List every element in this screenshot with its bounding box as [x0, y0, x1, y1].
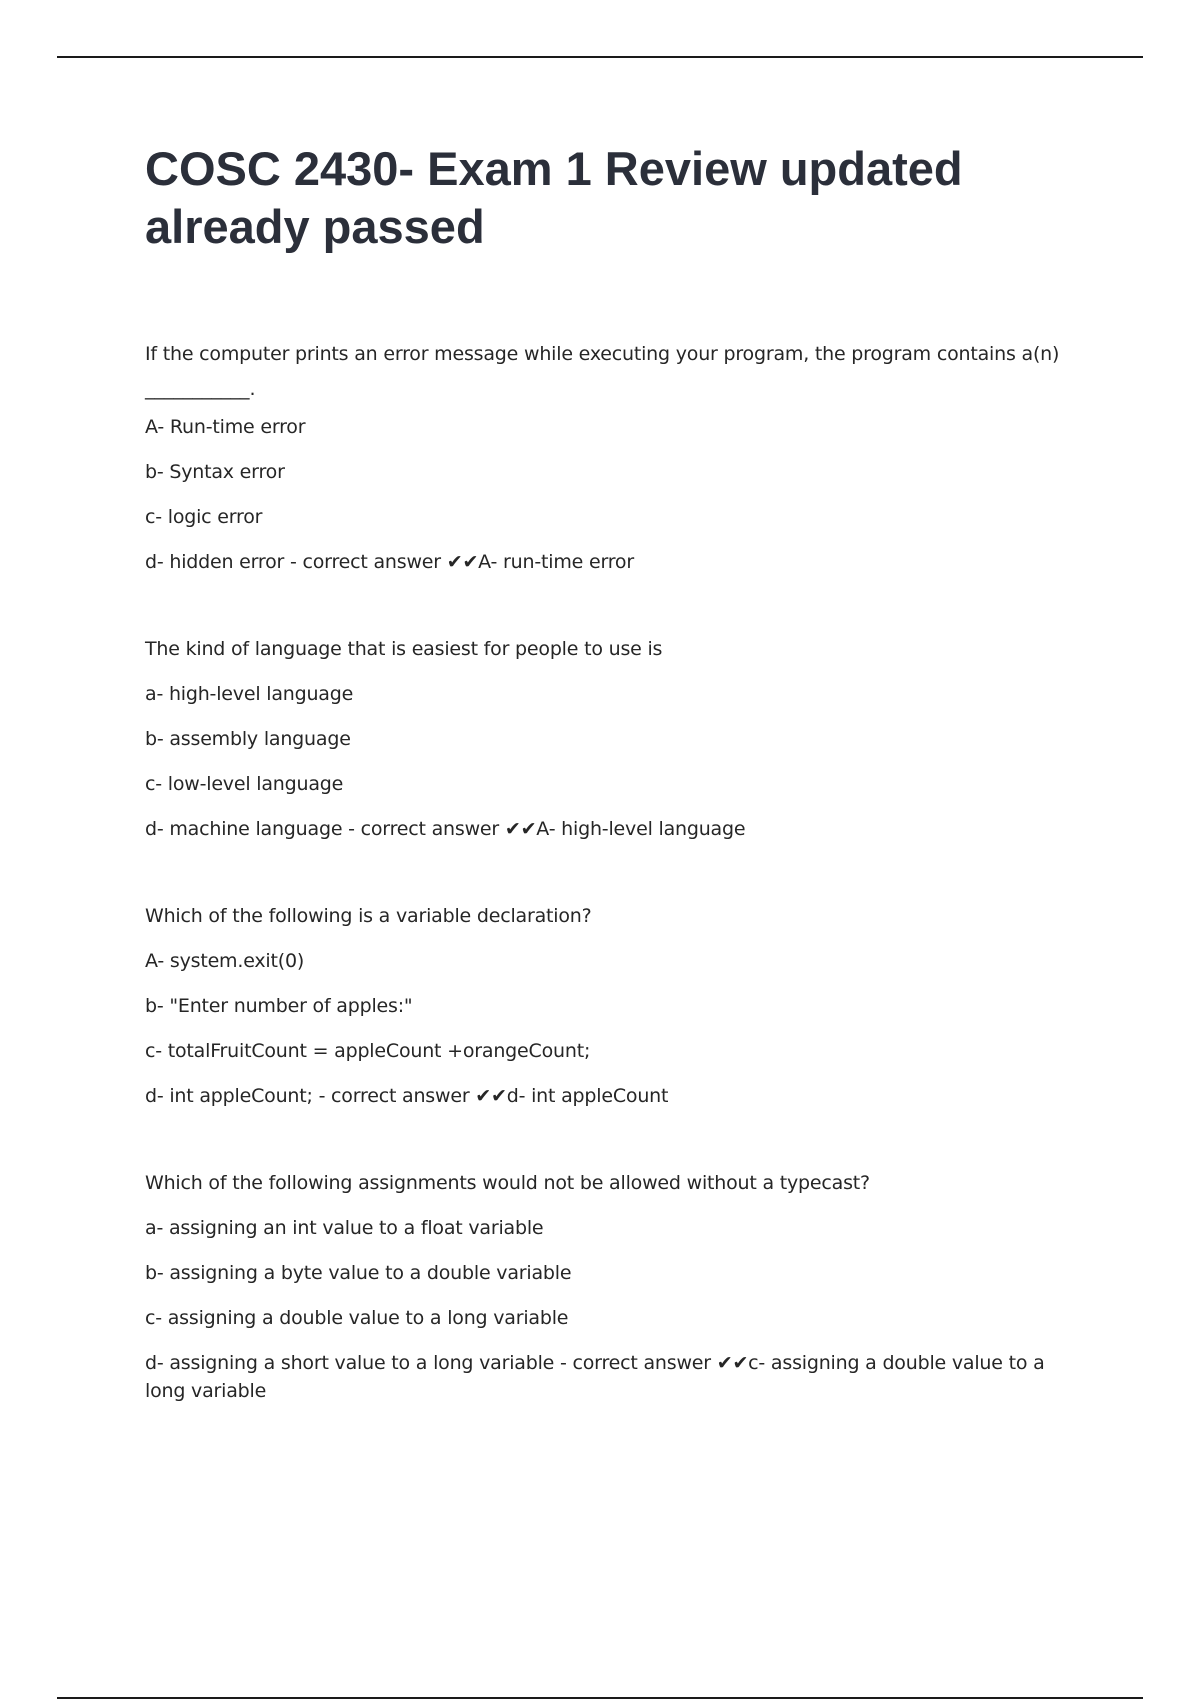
option-c: c- assigning a double value to a long variable [145, 1307, 569, 1329]
question-prompt: Which of the following is a variable declaration? [145, 905, 592, 927]
option-c: c- totalFruitCount = appleCount +orangeCount; [145, 1040, 591, 1062]
option-d-with-answer: d- assigning a short value to a long variable - correct answer ✔✔c- assigning a double value to a long variable [145, 1352, 1045, 1402]
option-c: c- low-level language [145, 773, 344, 795]
option-a: a- high-level language [145, 683, 354, 705]
option-d-with-answer: d- machine language - correct answer ✔✔A- high-level language [145, 818, 746, 840]
option-a: a- assigning an int value to a float variable [145, 1217, 544, 1239]
question-prompt: Which of the following assignments would not be allowed without a typecast? [145, 1172, 870, 1194]
question-4 [145, 1169, 1075, 1405]
question-list [145, 340, 1075, 1405]
option-c: c- logic error [145, 506, 263, 528]
question-1 [145, 340, 1075, 576]
option-a: A- Run-time error [145, 416, 306, 438]
option-a: A- system.exit(0) [145, 950, 305, 972]
question-prompt: The kind of language that is easiest for people to use is [145, 638, 663, 660]
option-b: b- assembly language [145, 728, 351, 750]
top-rule [57, 56, 1143, 58]
title-line-2: already passed [145, 200, 485, 253]
document-body [145, 140, 1075, 1405]
answer-blank: ___________. [145, 378, 256, 400]
title-line-1: COSC 2430- Exam 1 Review updated [145, 142, 963, 195]
option-d-with-answer: d- hidden error - correct answer ✔✔A- run-time error [145, 551, 634, 573]
question-2 [145, 635, 1075, 843]
question-prompt: If the computer prints an error message while executing your program, the program contains a(n) [145, 343, 1060, 365]
option-b: b- Syntax error [145, 461, 285, 483]
option-d-with-answer: d- int appleCount; - correct answer ✔✔d- int appleCount [145, 1085, 669, 1107]
document-title [145, 140, 1075, 256]
option-b: b- assigning a byte value to a double variable [145, 1262, 572, 1284]
bottom-rule [57, 1697, 1143, 1699]
option-b: b- "Enter number of apples:" [145, 995, 413, 1017]
question-3 [145, 902, 1075, 1110]
